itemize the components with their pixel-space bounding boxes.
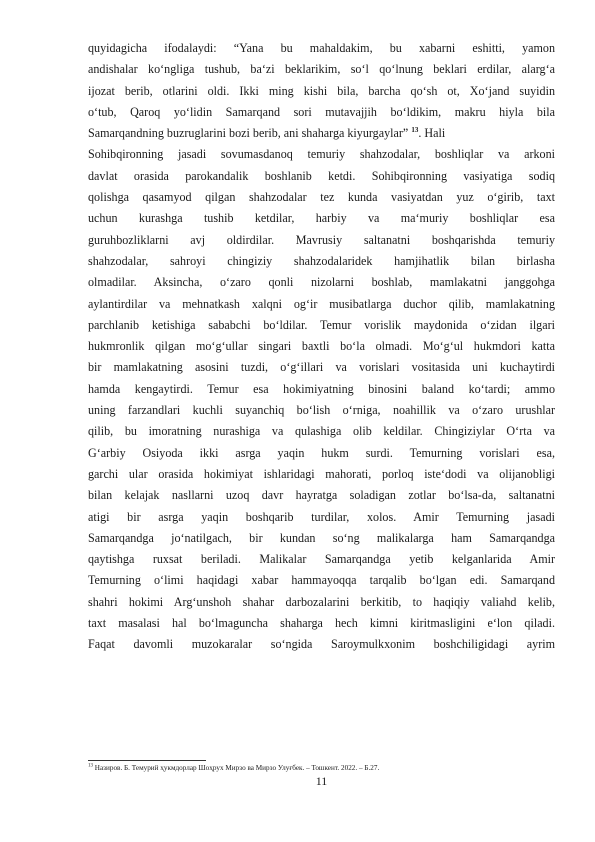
page-number: 11 (315, 774, 328, 788)
text-line: uchun kurashga tushib ketdilar, harbiy va ma‘muriy boshliqlar esa (88, 211, 555, 226)
text-line: Temurning o‘limi haqidagi xabar hammayoqqa tarqalib bo‘lgan edi. Samarqand (88, 573, 555, 588)
text-line: qaytishga ruxsat beriladi. Malikalar Samarqandga yetib kelganlarida Amir (88, 552, 555, 567)
footnote-marker: 13 (88, 763, 93, 769)
text-line: shahzodalar, sahroyi chingiziy shahzodalaridek hamjihatlik bilan birlasha (88, 253, 555, 268)
text-line: taxt masalasi hal bo‘lmaguncha shaharga hech kimni kiritmasligini e‘lon qiladi. (88, 616, 555, 631)
text-line: atigi bir asrga yaqin boshqarib turdilar, xolos. Amir Temurning jasadi (88, 509, 555, 524)
footnote (88, 763, 555, 773)
text-line: qolishga qasamyod qilgan shahzodalar tez kunda vasiyatdan yuz o‘girib, taxt (88, 190, 555, 205)
text-line: shahri hokimi Arg‘unshoh shahar darbozalarini berkitib, to haqiqiy valiahd kelib, (88, 594, 555, 609)
footnote-separator (88, 760, 206, 761)
text-line: guruhbozliklarni avj oldirdilar. Mavrusiy saltanatni boshqarishda temuriy (88, 232, 555, 247)
text-line: bir mamlakatning asosini tuzdi, o‘g‘illari va vorislari vositasida uni kuchaytirdi (88, 360, 555, 375)
text-line: aylantirdilar va mehnatkash xalqni og‘ir musibatlarga duchor qilib, mamlakatning (88, 296, 555, 311)
text-line: andishalar ko‘ngliga tushub, ba‘zi beklarikim, so‘l qo‘lnung beklari erdilar, alarg‘a (88, 62, 555, 77)
text-line: Faqat davomli muzokaralar so‘ngida Saroymulkxonim boshchiligidagi ayrim (88, 637, 555, 652)
footnote-reference[interactable]: 13 (411, 126, 419, 135)
text-line: davlat orasida parokandalik boshlanib ketdi. Sohibqironning vasiyatiga sodiq (88, 168, 555, 183)
text-line: o‘tub, Qaroq yo‘lidin Samarqand sori mutavajjih bo‘ldikim, makru hiyla bila (88, 104, 555, 119)
text-line-with-footnote (88, 123, 555, 144)
quote-end-text: Samarqandning buzruglarini bozi berib, ani shaharga kiyurgaylar” (88, 126, 409, 141)
text-line: hamda kengaytirdi. Temur esa hokimiyatning binosini baland ko‘tardi; ammo (88, 381, 555, 396)
text-line: parchlanib ketishiga sababchi bo‘ldilar. Temur vorislik maydonida o‘zidan ilgari (88, 317, 555, 332)
text-line: garchi ular orasida hokimiyat ishlaridagi mahorati, porloq iste‘dodi va olijanobligi (88, 466, 555, 481)
footnote-text: Назиров. Б. Темурий ҳукмдорлар Шоҳрух Мирзо ва Мирзо Улуғбек. – Тошкент. 2022. – Б.27. (93, 764, 380, 772)
text-line: G‘arbiy Osiyoda ikki asrga yaqin hukm surdi. Temurning vorislari esa, (88, 445, 555, 460)
text-line: olmadilar. Aksincha, o‘zaro qonli nizolarni boshlab, mamlakatni janggohga (88, 275, 555, 290)
document-body (88, 38, 555, 656)
text-line: Sohibqironning jasadi sovumasdanoq temuriy shahzodalar, boshliqlar va arkoni (88, 147, 555, 162)
text-line: quyidagicha ifodalaydi: “Yana bu mahaldakim, bu xabarni eshitti, yamon (88, 41, 555, 55)
line-tail-text: . Hali (418, 126, 446, 141)
text-line: ijozat berib, otlarini oldi. Ikki ming kishi bila, barcha qo‘sh ot, Xo‘jand suyidin (88, 83, 555, 98)
text-line: bilan kelajak nasllarni uzoq davr hayratga soladigan zotlar bo‘lsa-da, saltanatni (88, 488, 555, 503)
text-line: hukmronlik qilgan mo‘g‘ullar singari baxtli bo‘la olmadi. Mo‘g‘ul hukmdori katta (88, 339, 555, 354)
text-line: qilib, bu imoratning nurashiga va qulashiga olib keldilar. Chingiziylar O‘rta va (88, 424, 555, 439)
text-line: uning farzandlari kuchli suyanchiq bo‘lish o‘rniga, noahillik va o‘zaro urushlar (88, 403, 555, 418)
text-line: Samarqandga jo‘natilgach, bir kundan so‘ng malikalarga ham Samarqandga (88, 530, 555, 545)
